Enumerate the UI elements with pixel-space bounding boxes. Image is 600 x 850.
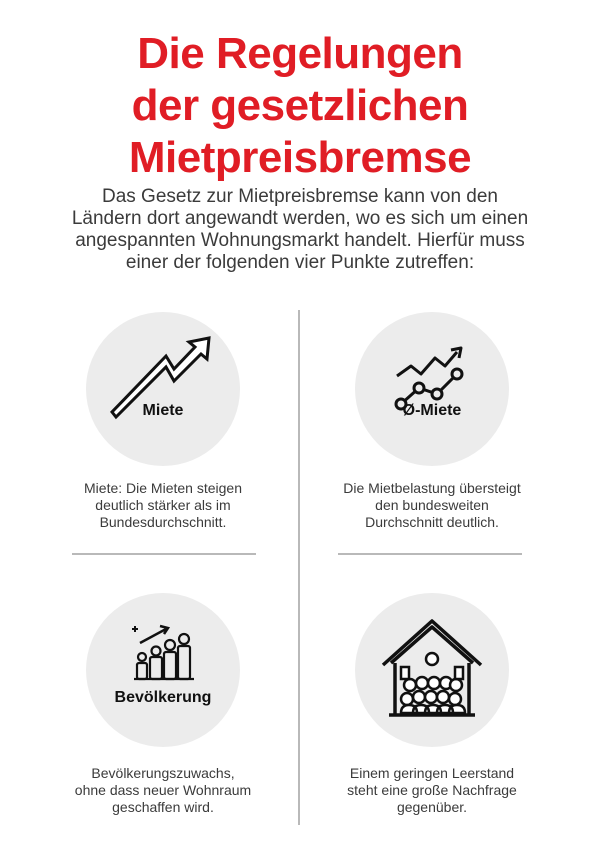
point-durchschnittsmiete-description <box>302 480 562 531</box>
title-line: der gesetzlichen <box>131 81 469 130</box>
crowded-house-icon <box>355 593 509 747</box>
description-line: Miete: Die Mieten steigen <box>84 480 242 496</box>
point-leerstand-circle <box>355 593 509 747</box>
description-line: steht eine große Nachfrage <box>347 782 517 798</box>
horizontal-divider-right <box>338 553 522 555</box>
point-miete-label: Miete <box>142 402 184 419</box>
title-line: Die Regelungen <box>137 29 463 78</box>
title-line: Mietpreisbremse <box>128 133 472 182</box>
population-growth-icon <box>86 593 240 747</box>
description-line: gegenüber. <box>396 799 468 815</box>
description-line: Bundesdurchschnitt. <box>99 514 227 530</box>
rising-arrow-icon <box>86 312 240 466</box>
point-durchschnittsmiete-circle <box>355 312 509 466</box>
intro-line: einer der folgenden vier Punkte zutreffen: <box>125 252 475 273</box>
description-line: Die Mietbelastung übersteigt <box>343 480 521 496</box>
description-line: Bevölkerungszuwachs, <box>91 765 235 781</box>
intro-line: Ländern dort angewandt werden, wo es sich um einen <box>71 208 529 229</box>
point-miete-description <box>33 480 293 531</box>
intro-text <box>60 186 540 274</box>
point-bevoelkerung-circle <box>86 593 240 747</box>
horizontal-divider-left <box>72 553 256 555</box>
description-line: ohne dass neuer Wohnraum <box>74 782 252 798</box>
description-line: Durchschnitt deutlich. <box>365 514 499 530</box>
page-title <box>0 28 600 184</box>
intro-line: Das Gesetz zur Mietpreisbremse kann von den <box>101 186 498 207</box>
line-chart-icon <box>355 312 509 466</box>
description-line: den bundesweiten <box>375 497 489 513</box>
vertical-divider <box>298 310 300 825</box>
description-line: deutlich stärker als im <box>95 497 231 513</box>
point-bevoelkerung-label: Bevölkerung <box>114 689 212 706</box>
point-miete-circle <box>86 312 240 466</box>
description-line: geschaffen wird. <box>112 799 214 815</box>
point-durchschnittsmiete-label: Ø-Miete <box>402 402 462 419</box>
description-line: Einem geringen Leerstand <box>349 765 515 781</box>
point-bevoelkerung-description <box>33 765 293 816</box>
intro-line: angespannten Wohnungsmarkt handelt. Hierfür muss <box>75 230 525 251</box>
point-leerstand-description <box>302 765 562 816</box>
